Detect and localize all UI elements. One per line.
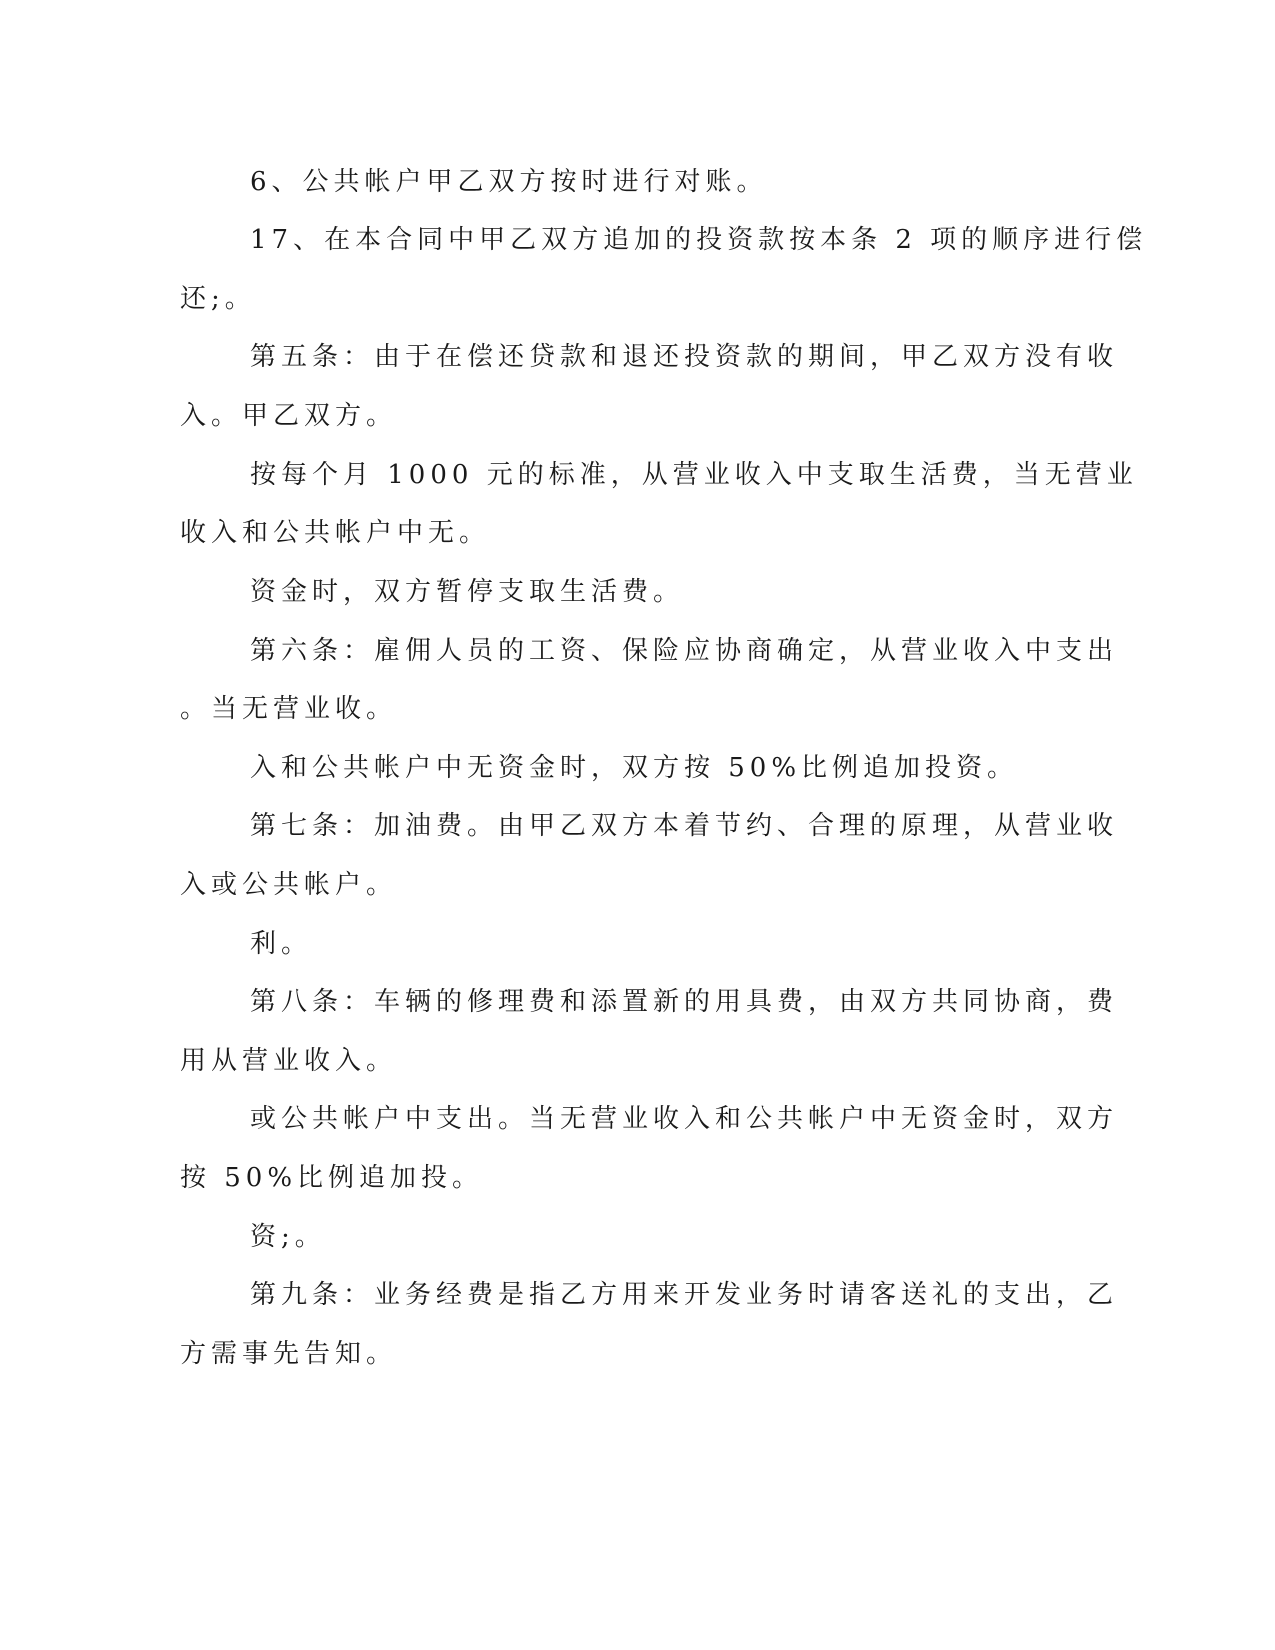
paragraph-line: 资金时，双方暂停支取生活费。: [250, 577, 685, 607]
paragraph-line: 还;。: [180, 284, 256, 314]
paragraph-line: 6、公共帐户甲乙双方按时进行对账。: [250, 167, 768, 197]
paragraph-line: 用从营业收入。: [180, 1046, 398, 1076]
paragraph-line: 利。: [250, 929, 313, 959]
paragraph-line: 。当无营业收。: [180, 694, 398, 724]
paragraph-line: 17、在本合同中甲乙双方追加的投资款按本条 2 项的顺序进行偿: [250, 225, 1148, 255]
paragraph-line: 入和公共帐户中无资金时，双方按 50%比例追加投资。: [250, 753, 1019, 783]
paragraph-line: 按每个月 1000 元的标准，从营业收入中支取生活费，当无营业: [250, 460, 1138, 490]
paragraph-line: 第九条：业务经费是指乙方用来开发业务时请客送礼的支出，乙: [250, 1280, 1119, 1310]
paragraph-line: 第六条：雇佣人员的工资、保险应协商确定，从营业收入中支出: [250, 636, 1119, 666]
paragraph-line: 入或公共帐户。: [180, 870, 398, 900]
paragraph-line: 资;。: [250, 1222, 326, 1252]
paragraph-line: 入。甲乙双方。: [180, 401, 398, 431]
paragraph-line: 第七条：加油费。由甲乙双方本着节约、合理的原理，从营业收: [250, 811, 1119, 841]
paragraph-line: 第八条：车辆的修理费和添置新的用具费，由双方共同协商，费: [250, 987, 1119, 1017]
paragraph-line: 方需事先告知。: [180, 1339, 398, 1369]
paragraph-line: 收入和公共帐户中无。: [180, 518, 491, 548]
paragraph-line: 第五条：由于在偿还贷款和退还投资款的期间，甲乙双方没有收: [250, 342, 1119, 372]
paragraph-line: 或公共帐户中支出。当无营业收入和公共帐户中无资金时，双方: [250, 1104, 1119, 1134]
paragraph-line: 按 50%比例追加投。: [180, 1163, 484, 1193]
